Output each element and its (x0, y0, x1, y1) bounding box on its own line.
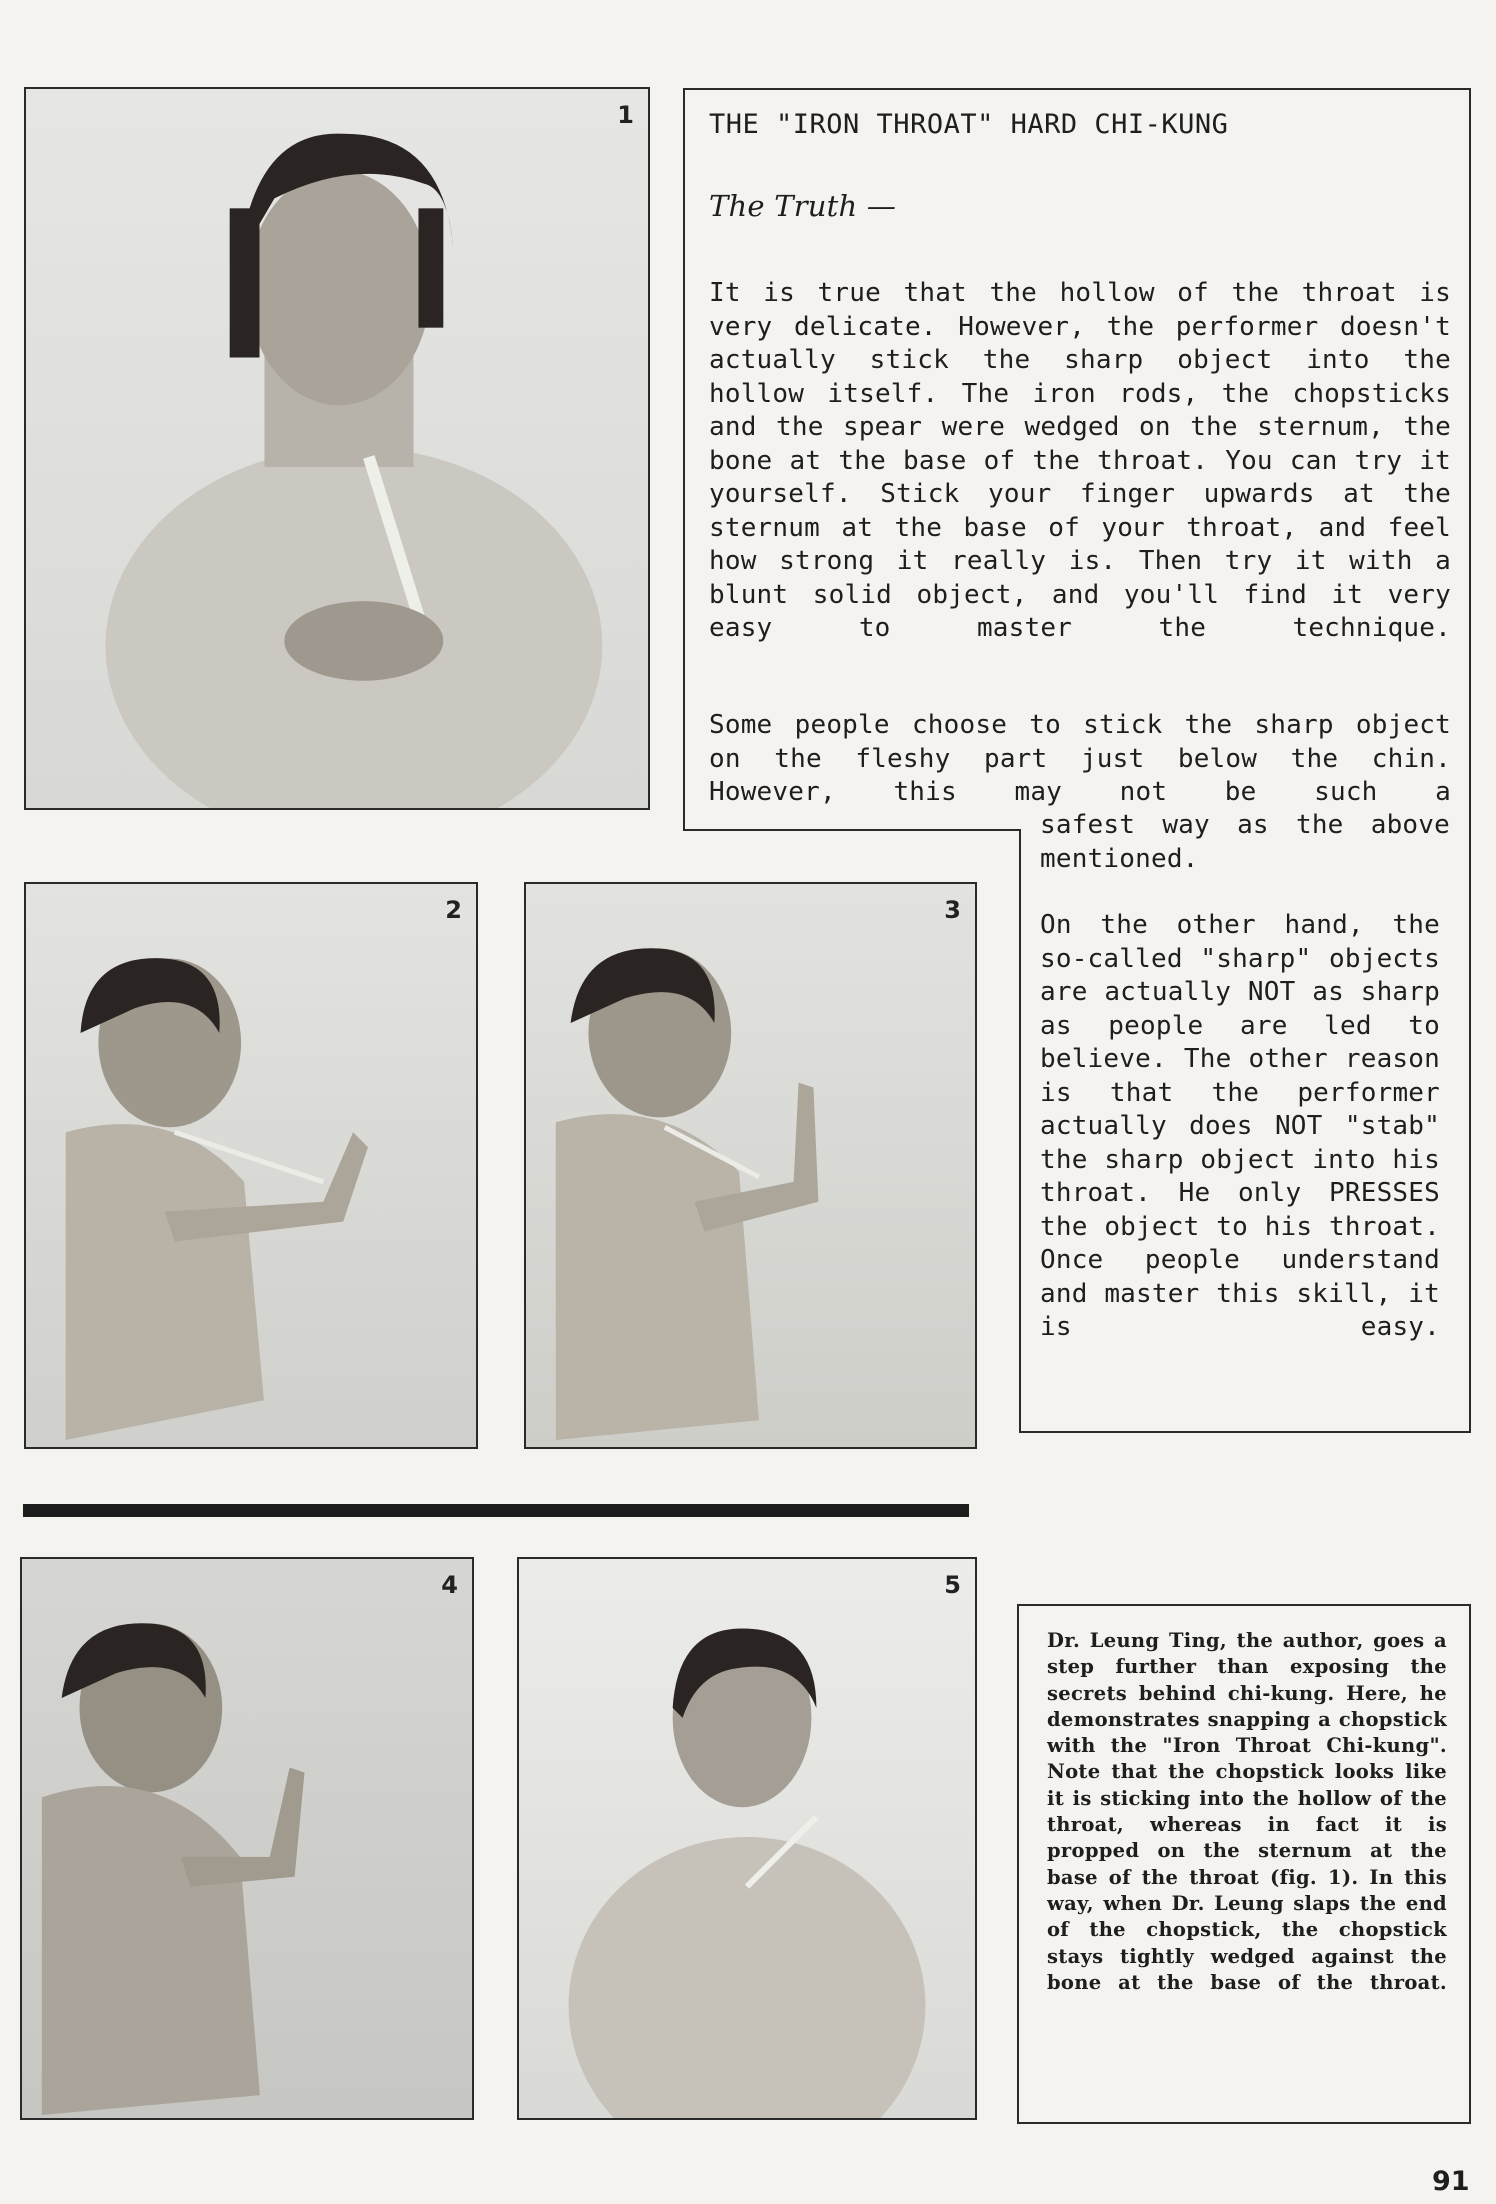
figure-number: 2 (445, 896, 462, 924)
figure-number: 4 (441, 1571, 458, 1599)
page-number: 91 (1432, 2166, 1470, 2197)
man-snapping-chopstick-illustration (519, 1559, 975, 2118)
photo-fig-4 (20, 1557, 474, 2120)
caption-text: Dr. Leung Ting, the author, goes a step further than exposing the secrets behind chi-kung. Here, he demonstrates snapping a chopstick with the "Iron Throat Chi-kung". Note that the chopstick looks like it is sticking into the hollow of the throat, whereas in fact it is propped on the sternum at the base of the throat (fig. 1). In this way, when Dr. Leung slaps the end of the chopstick, the chopstick stays tightly wedged against the bone at the base of the throat. (1047, 1629, 1447, 1994)
figure-number: 3 (944, 896, 961, 924)
figure-number: 5 (944, 1571, 961, 1599)
paragraph-2: Some people choose to stick the sharp object on the fleshy part just below the chin. However, this may not be such a (709, 710, 1451, 807)
article-heading: THE "IRON THROAT" HARD CHI-KUNG (709, 109, 1229, 140)
figure-number: 1 (617, 101, 634, 129)
man-side-view-illustration (526, 884, 975, 1447)
article-subheading: The Truth — (709, 189, 897, 223)
photo-fig-3 (524, 882, 977, 1449)
caption-box (1017, 1604, 1471, 2124)
paragraph-1: It is true that the hollow of the throat is very delicate. However, the performer doesn't actually stick the sharp object into the hollow itself. The iron rods, the chopsticks and the spear were wedged on the sternum, the bone at the base of the throat. You can try it yourself. Stick your finger upwards at the sternum at the base of your throat, and feel how strong it really is. Then try it with a blunt solid object, and you'll find it very easy to master the technique. (709, 278, 1451, 643)
paragraph-3: On the other hand, the so-called "sharp" objects are actually NOT as sharp as people are led to believe. The other reason is that the performer actually does NOT "stab" the sharp object into his throat. He only PRESSES the object to his throat. Once people understand and master this skill, it is easy. (1040, 910, 1440, 1342)
man-chopstick-throat-illustration (26, 89, 648, 808)
paragraph-2-continued: safest way as the above mentioned. (1040, 810, 1450, 874)
photo-fig-2 (24, 882, 478, 1449)
man-side-view-illustration (22, 1559, 472, 2118)
section-divider (23, 1504, 969, 1517)
photo-fig-1 (24, 87, 650, 810)
photo-fig-5 (517, 1557, 977, 2120)
man-side-view-illustration (26, 884, 476, 1447)
